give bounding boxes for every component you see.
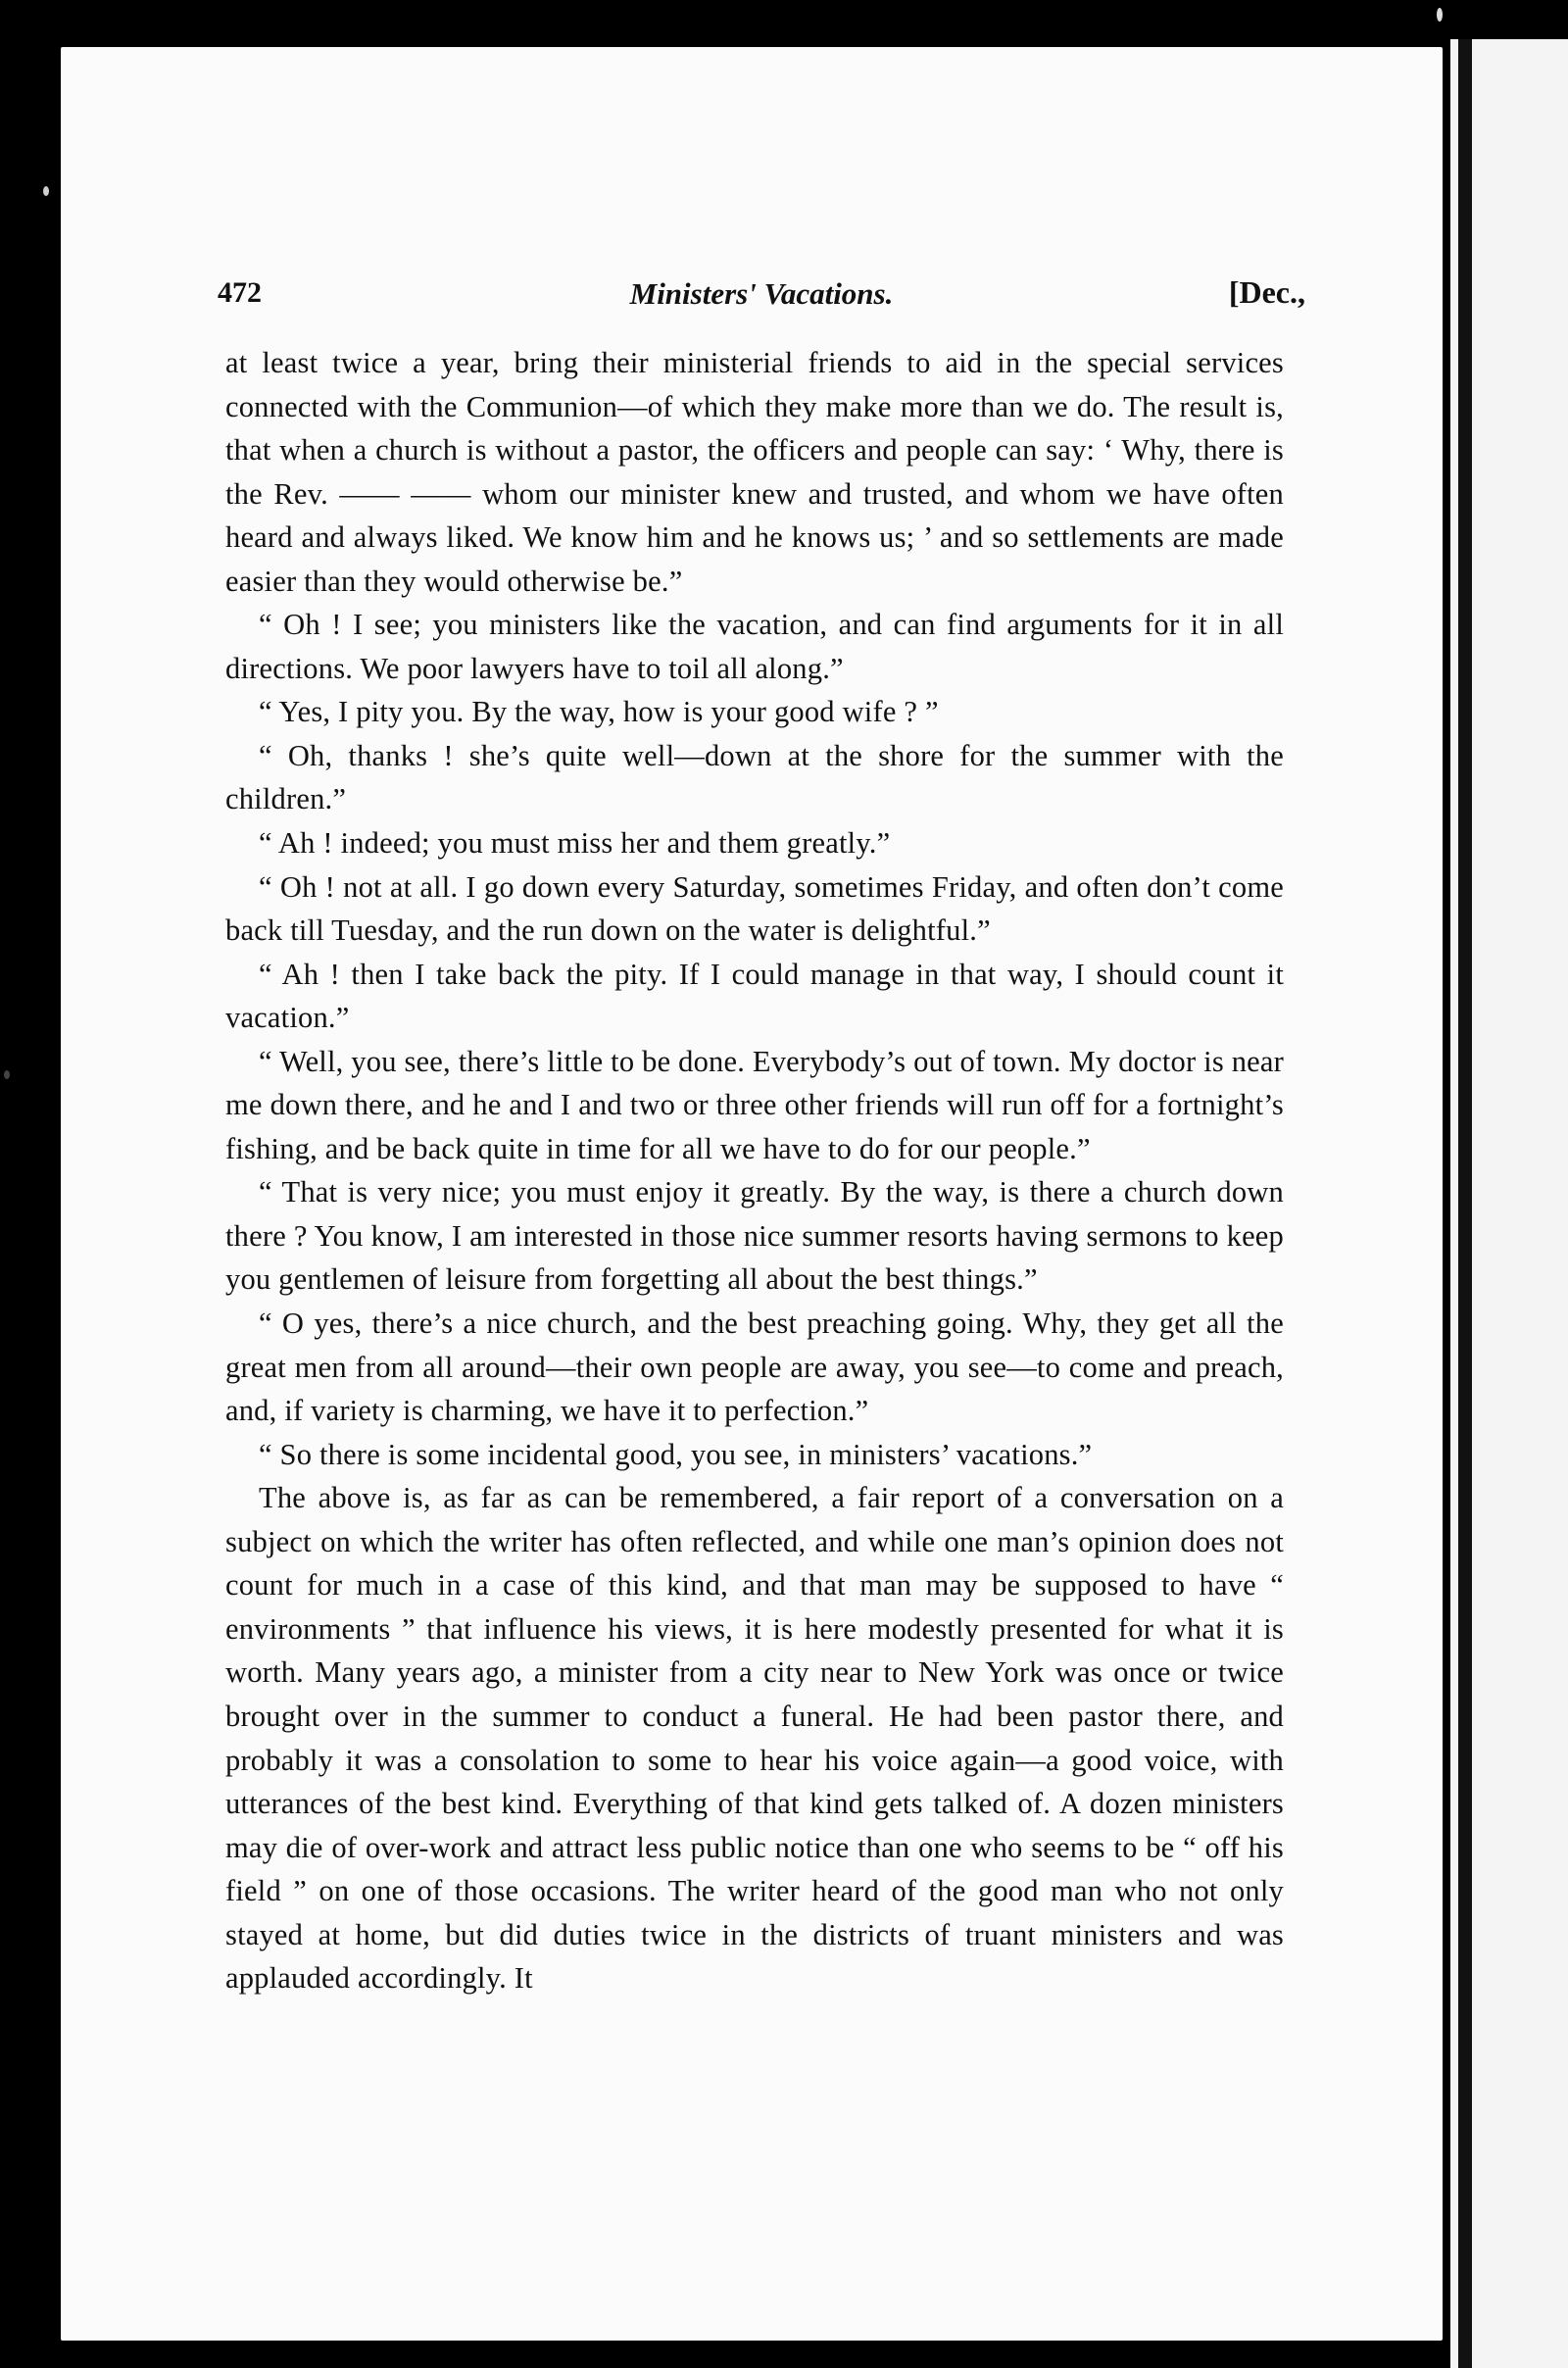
paragraph: “ Ah ! then I take back the pity. If I could manage in that way, I should count it vacation.”	[225, 957, 1284, 1035]
running-title: Ministers' Vacations.	[629, 276, 894, 311]
margin-speck	[43, 186, 49, 196]
paragraph: “ O yes, there’s a nice church, and the best preaching going. Why, they get all the great men from all around—their own people are away, you see—to come and preach, and, if variety is charming, we have it to perfection.”	[225, 1307, 1284, 1428]
paragraph: at least twice a year, bring their ministerial friends to aid in the special services connected with the Communion—of which they make more than we do. The result is, that when a church is without a pastor, the officers and people can say: ‘ Why, there is the Rev. —— —— whom our minister knew and trusted, and whom we have often heard and always liked. We know him and he knows us; ’ and so settlements are made easier than they would otherwise be.”	[225, 346, 1284, 598]
paragraph: “ Oh ! not at all. I go down every Saturday, sometimes Friday, and often don’t come back till Tuesday, and the run down on the water is delightful.”	[225, 869, 1284, 948]
paragraph: “ Oh, thanks ! she’s quite well—down at the shore for the summer with the children.”	[225, 738, 1284, 816]
paragraph: “ Oh ! I see; you ministers like the vacation, and can find arguments for it in all directions. We poor lawyers have to toil all along.”	[225, 608, 1284, 685]
facing-page-edge	[1450, 39, 1568, 2368]
paragraph: “ Yes, I pity you. By the way, how is your good wife ? ”	[259, 695, 939, 729]
paragraph: The above is, as far as can be remembered, a fair report of a conversation on a subject on which the writer has often reflected, and while one man’s opinion does not count for much in a case of this kind, and that man may be supposed to have “ environments ” that influence his views, it is here modestly presented for what it is worth. Many years ago, a minister from a city near to New York was once or twice brought over in the summer to conduct a funeral. He had been pastor there, and probably it was a consolation to some to hear his voice again—a good voice, with utterances of the best kind. Everything of that kind gets talked of. A dozen ministers may die of over-work and attract less public notice than one who seems to be “ off his field ” on one of those occasions. The writer heard of the good man who not only stayed at home, but did duties twice in the districts of truant ministers and was applauded accordingly. It	[225, 1481, 1284, 1996]
paragraph: “ So there is some incidental good, you see, in ministers’ vacations.”	[259, 1437, 1093, 1471]
paragraph: “ That is very nice; you must enjoy it greatly. By the way, is there a church down there ? You know, I am interested in those nice summer resorts having sermons to keep you gentlemen of leisure from forgetting all about the best things.”	[225, 1175, 1284, 1297]
running-header	[218, 276, 1305, 325]
margin-speck	[4, 1070, 10, 1079]
paragraph: “ Well, you see, there’s little to be done. Everybody’s out of town. My doctor is near me down there, and he and I and two or three other friends will run off for a fortnight’s fishing, and be back quite in time for all we have to do for our people.”	[225, 1044, 1284, 1165]
body-text	[225, 341, 1284, 2000]
paragraph: “ Ah ! indeed; you must miss her and them greatly.”	[259, 826, 891, 861]
page-number: 472	[218, 276, 262, 309]
issue-month: [Dec.,	[1228, 274, 1305, 310]
margin-speck	[1437, 8, 1443, 22]
